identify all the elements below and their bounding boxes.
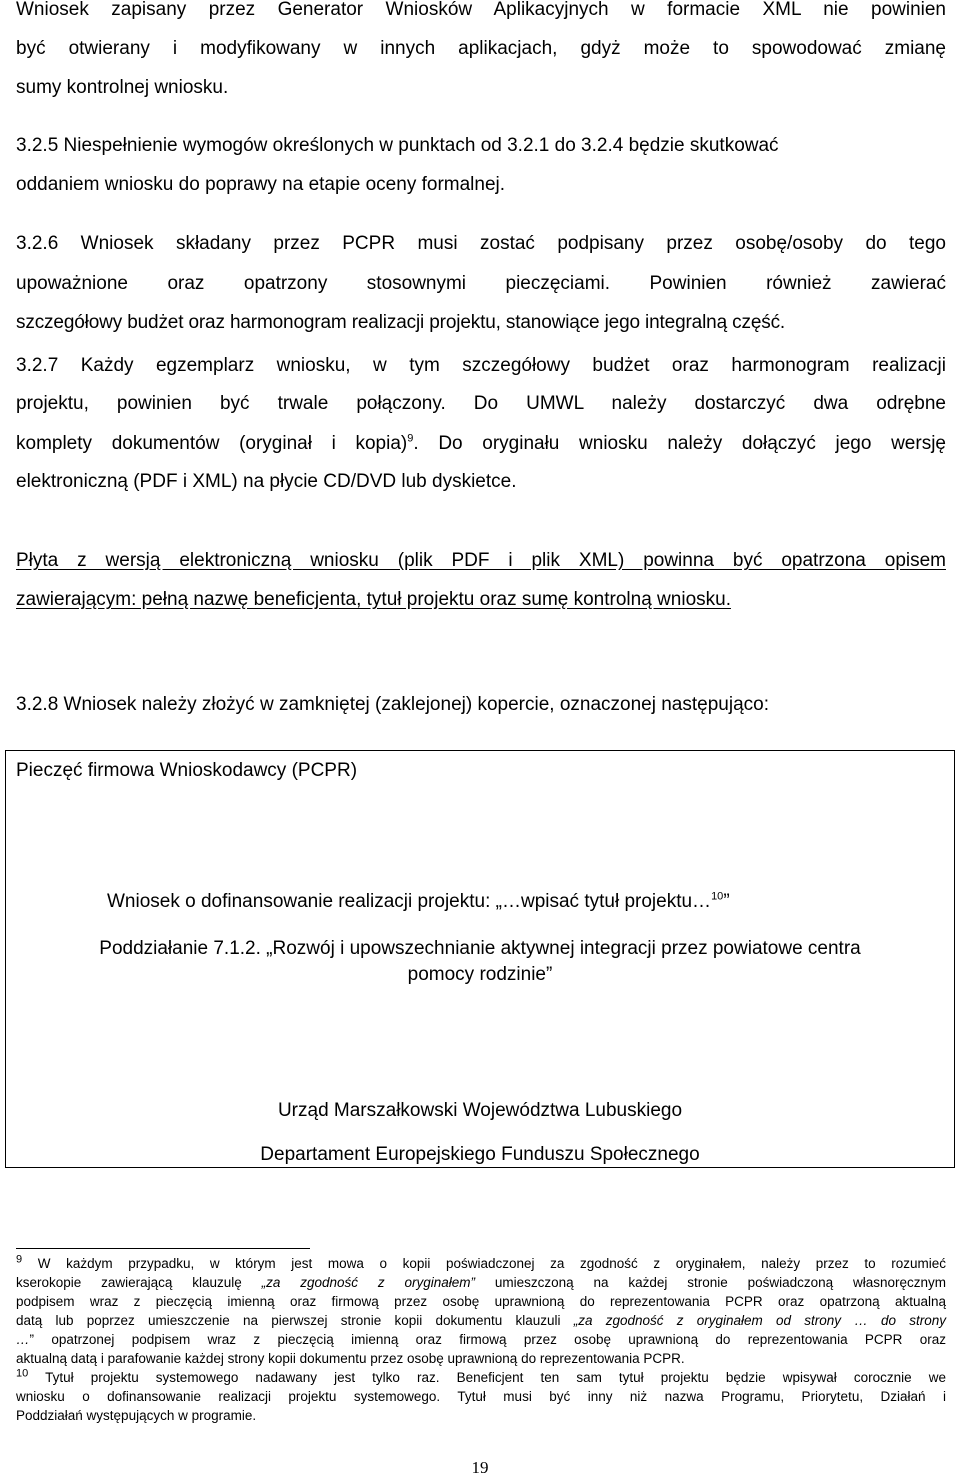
page-number: 19: [471, 1458, 489, 1477]
text-segment: komplety dokumentów (oryginał i kopia): [16, 433, 408, 454]
footnote-separator: [16, 1248, 310, 1249]
project-request-line: [107, 890, 730, 914]
text-line: 3.2.7 Każdy egzemplarz wniosku, w tym szczegółowy budżet oraz harmonogram realizacji: [16, 355, 946, 376]
footnote-line: wniosku o dofinansowanie realizacji projektu systemowego. Tytuł musi być inny niż nazwa Programu, Priorytetu, Działań i: [16, 1389, 946, 1404]
envelope-label-box: [5, 750, 955, 1168]
text-segment: …: [16, 1332, 30, 1347]
text-line: sumy kontrolnej wniosku.: [16, 77, 229, 98]
footnote-line: [16, 1273, 946, 1292]
text-segment: ”: [723, 891, 730, 912]
text-line: [16, 424, 946, 463]
text-segment: „za zgodność z oryginałem”: [261, 1275, 475, 1290]
text-segment: Wniosek o dofinansowanie realizacji projektu: „…wpisać tytuł projektu…: [107, 891, 712, 912]
text-segment: umieszczoną na każdej stronie poświadczoną własnoręcznym: [475, 1275, 946, 1290]
text-segment: . Do oryginału wniosku należy dołączyć jego wersję: [413, 433, 946, 454]
text-segment: datą lub poprzez umieszczenie na pierwszej stronie kopii dokumentu klauzuli: [16, 1313, 574, 1328]
text-segment: Tytuł projektu systemowego nadawany jest tylko raz. Beneficjent ten sam tytuł projektu będzie wpisywał corocznie we: [45, 1370, 946, 1385]
text-segment: ” opatrzonej podpisem wraz z pieczęcią imienną oraz firmową przez osobę uprawnioną do reprezentowania PCPR oraz: [29, 1332, 946, 1347]
text-line: elektroniczną (PDF i XML) na płycie CD/DVD lub dyskietce.: [16, 471, 517, 492]
department-name: Departament Europejskiego Funduszu Społecznego: [260, 1144, 700, 1165]
text-segment: W każdym przypadku, w którym jest mowa o kopii poświadczonej za zgodność z oryginałem, należy przez to rozumieć: [37, 1256, 946, 1271]
text-line: upoważnione oraz opatrzony stosownymi pieczęciami. Powinien również zawierać: [16, 273, 946, 294]
footnote-line: [16, 1330, 946, 1349]
measure-line: Poddziałanie 7.1.2. „Rozwój i upowszechnianie aktywnej integracji przez powiatowe centra: [99, 938, 861, 959]
text-line: projektu, powinien być trwale połączony. Do UMWL należy dostarczyć dwa odrębne: [16, 393, 946, 414]
footnote-line: aktualną datą i parafowanie każdej strony kopii dokumentu przez osobę uprawnioną do reprezentowania PCPR.: [16, 1351, 685, 1366]
office-name: Urząd Marszałkowski Województwa Lubuskiego: [277, 1100, 683, 1121]
text-line: szczegółowy budżet oraz harmonogram realizacji projektu, stanowiące jego integralną część.: [16, 312, 786, 333]
footnote-ref-9[interactable]: 9: [407, 432, 414, 445]
footnote-line: Poddziałań występujących w programie.: [16, 1408, 257, 1423]
company-stamp-label: Pieczęć firmowa Wnioskodawcy (PCPR): [16, 760, 358, 781]
text-segment: „za zgodność z oryginałem od strony … do strony: [573, 1313, 946, 1328]
footnote-line: [16, 1311, 946, 1330]
measure-line: pomocy rodzinie”: [407, 964, 553, 985]
footnote-ref-10[interactable]: 10: [711, 890, 724, 903]
text-line: oddaniem wniosku do poprawy na etapie oceny formalnej.: [16, 174, 506, 195]
footnote-line: podpisem wraz z pieczęcią imienną oraz firmową przez osobę uprawnioną do reprezentowania PCPR oraz opatrzoną aktualną: [16, 1294, 946, 1309]
footnote-mark: 10: [16, 1367, 29, 1380]
text-line: zawierającym: pełną nazwę beneficjenta, tytuł projektu oraz sumę kontrolną wniosku.: [16, 589, 731, 610]
footnote-10: [16, 1368, 946, 1425]
text-segment: kserokopie zawierającą klauzulę: [16, 1275, 262, 1290]
footnote-9: [16, 1254, 946, 1368]
footnote-mark: 9: [16, 1253, 23, 1266]
text-line: 3.2.5 Niespełnienie wymogów określonych w punktach od 3.2.1 do 3.2.4 będzie skutkować: [16, 135, 779, 156]
text-line: Wniosek zapisany przez Generator Wniosków Aplikacyjnych w formacie XML nie powinien: [16, 0, 946, 20]
text-line: 3.2.6 Wniosek składany przez PCPR musi zostać podpisany przez osobę/osoby do tego: [16, 233, 946, 254]
paragraph-3-2-8: 3.2.8 Wniosek należy złożyć w zamkniętej (zaklejonej) kopercie, oznaczonej następująco:: [16, 694, 769, 715]
text-line: Płyta z wersją elektroniczną wniosku (plik PDF i plik XML) powinna być opatrzona opisem: [16, 550, 946, 571]
text-line: być otwierany i modyfikowany w innych aplikacjach, gdyż może to spowodować zmianę: [16, 38, 946, 59]
footnote-line: [16, 1254, 946, 1273]
footnote-line: [16, 1368, 946, 1387]
